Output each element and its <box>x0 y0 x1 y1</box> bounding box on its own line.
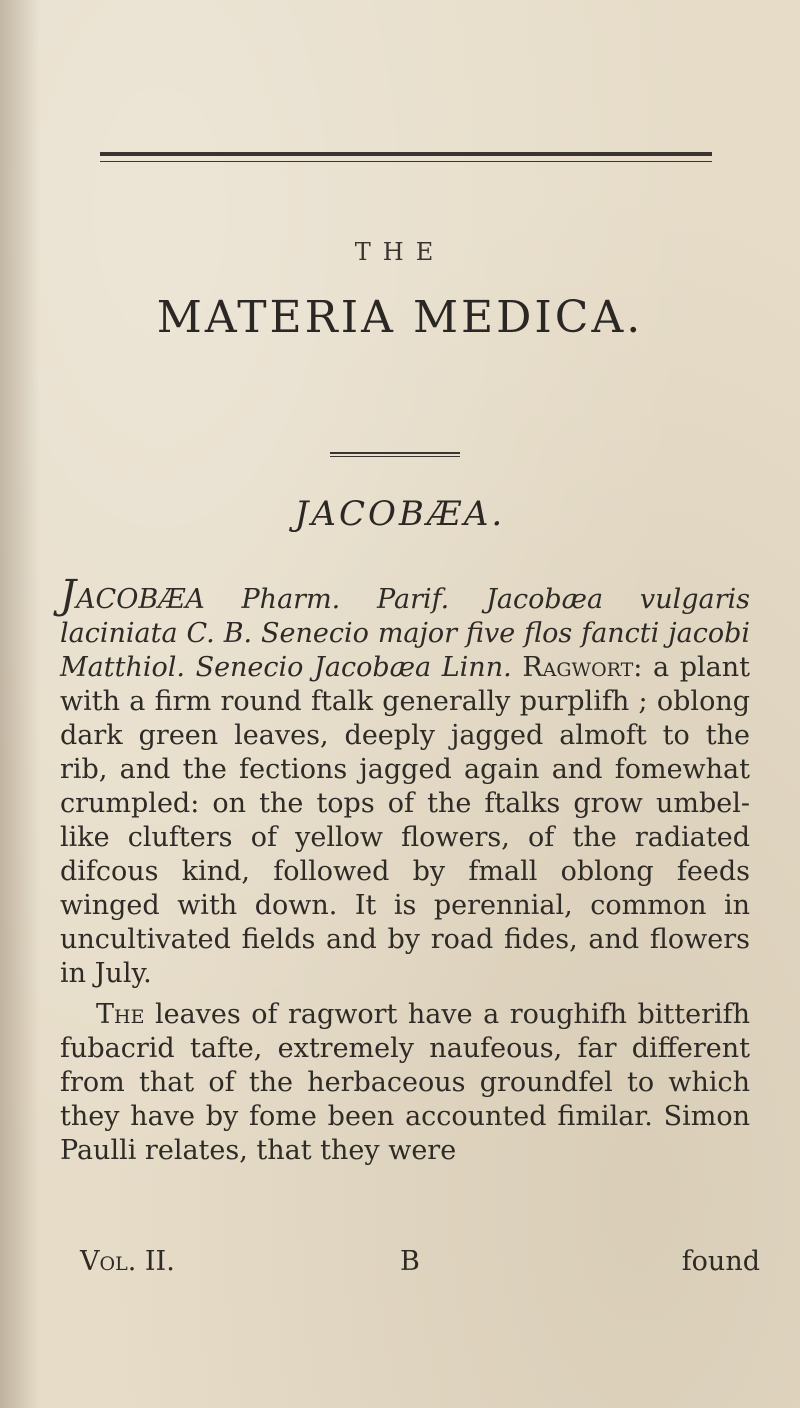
header-the: THE <box>354 238 446 266</box>
page-footer <box>80 1246 760 1280</box>
volume-number: Vol. II. <box>80 1246 175 1277</box>
page-title: MATERIA MEDICA. <box>156 292 644 343</box>
description-text: : a plant with a firm round ftalk generally purplifh ; oblong dark green leaves, deeply jagged almoft to the rib, and the fections jagged again and fomewhat crumpled: on the tops of the ftalks grow umbel-like clufters of yellow flowers, of the radiated difcous kind, followed by fmall oblong feeds winged with down. It is perennial, common in uncultivated fields and by road fides, and flowers in July. <box>60 652 750 989</box>
section-heading: JACOBÆA. <box>294 494 506 534</box>
synonyms-italic: ACOBÆA Pharm. Parif. Jacobæa vulgaris laciniata C. B. Senecio major five flos fancti jacobi Matthiol. Senecio Jacobæa Linn. <box>60 584 750 683</box>
signature-mark: B <box>400 1246 420 1277</box>
paragraph-jacobaea-description <box>60 572 750 991</box>
top-double-rule <box>100 152 712 162</box>
binding-shadow <box>0 0 40 1408</box>
paragraph-lead-word: The <box>96 999 145 1030</box>
paragraph-ragwort-leaves <box>60 998 750 1168</box>
drop-capital: J <box>60 572 77 618</box>
title-divider-rule <box>330 452 460 457</box>
catchword: found <box>681 1246 760 1277</box>
paragraph-text: leaves of ragwort have a roughifh bitterifh fubacrid tafte, extremely naufeous, far different from that of the herbaceous groundfel to which they have by fome been accounted fimilar. Simon Paulli relates, that they were <box>60 999 750 1166</box>
common-name: Ragwort <box>522 652 634 683</box>
